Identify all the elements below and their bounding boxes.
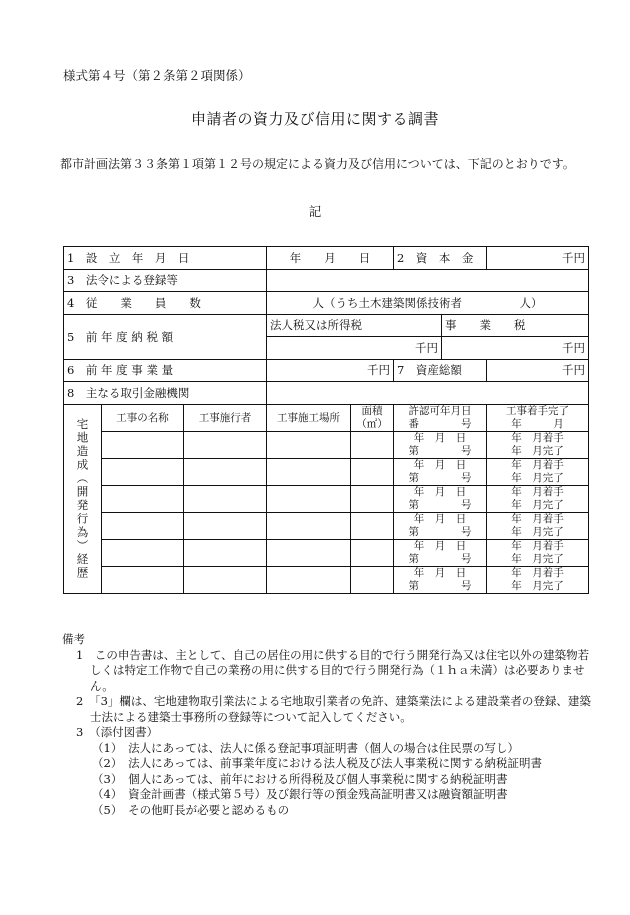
history-area-field[interactable] [351,512,394,539]
attachment-5: （5） その他町長が必要と認めるもの [92,802,290,817]
notes-heading: 備考 [62,632,85,646]
period-end: 年 月完了 [511,525,564,538]
period-end: 年 月完了 [511,444,564,457]
col-header-area-1: 面積 [361,404,383,417]
history-place-field[interactable] [267,539,351,566]
col-header-name: 工事の名称 [102,404,184,431]
history-area-field[interactable] [351,566,394,593]
attachment-1: （1） 法人にあっては、法人に係る登記事項証明書（個人の場合は住民票の写し） [92,740,519,755]
history-area-field[interactable] [351,539,394,566]
period-end: 年 月完了 [511,579,564,592]
row-establishment-label: 1 設 立 年 月 日 [64,247,267,270]
tax-label: 5 前 年 度 納 税 額 [64,314,267,359]
col-header-area-2: （㎡） [356,417,388,430]
ki-label: 記 [308,204,322,219]
registration-field[interactable] [267,269,589,292]
biz-tax-field[interactable]: 千円 [442,337,589,360]
permit-date: 年 月 日 [413,485,467,498]
form-number: 様式第４号（第２条第２項関係） [63,68,251,83]
history-period-field[interactable] [487,485,589,512]
history-place-field[interactable] [267,431,351,458]
history-row [64,431,589,458]
history-name-field[interactable] [102,431,184,458]
history-row [64,539,589,566]
permit-number: 第 号 [408,552,472,565]
bank-field[interactable] [267,382,589,405]
permit-number: 第 号 [408,579,472,592]
history-name-field[interactable] [102,485,184,512]
permit-number: 第 号 [408,444,472,457]
attachment-3: （3） 個人にあっては、前年における所得税及び個人事業税に関する納税証明書 [92,771,508,786]
history-place-field[interactable] [267,512,351,539]
permit-date: 年 月 日 [413,512,467,525]
history-row [64,485,589,512]
attachment-4: （4） 資金計画書（様式第５号）及び銀行等の預金残高証明書又は融資額証明書 [92,787,508,801]
history-period-field[interactable] [487,539,589,566]
corp-tax-label: 法人税又は所得税 [267,314,442,337]
permit-date: 年 月 日 [413,566,467,579]
period-start: 年 月着手 [511,539,564,552]
permit-number: 第 号 [408,498,472,511]
history-place-field[interactable] [267,458,351,485]
history-side-label: 宅地造成（開発行為）経歴 [64,404,102,593]
history-name-field[interactable] [102,458,184,485]
col-header-permit-1: 許認可年月日 [408,404,472,417]
history-contractor-field[interactable] [184,566,267,593]
period-start: 年 月着手 [511,566,564,579]
period-start: 年 月着手 [511,512,564,525]
col-header-permit-2: 番 号 [408,417,472,430]
history-period-field[interactable] [487,512,589,539]
permit-date: 年 月 日 [413,458,467,471]
history-permit-field[interactable] [394,539,487,566]
history-period-field[interactable] [487,431,589,458]
business-volume-field[interactable]: 千円 [267,359,394,382]
history-area-field[interactable] [351,431,394,458]
corp-tax-field[interactable]: 千円 [267,337,442,360]
col-header-permit [394,404,487,431]
permit-date: 年 月 日 [413,431,467,444]
history-permit-field[interactable] [394,512,487,539]
col-header-period-1: 工事着手完了 [506,404,570,417]
bank-label: 8 主なる取引金融機関 [64,382,267,405]
period-start: 年 月着手 [511,431,564,444]
period-start: 年 月着手 [511,458,564,471]
capital-field[interactable]: 千円 [487,247,589,270]
permit-date: 年 月 日 [413,539,467,552]
history-contractor-field[interactable] [184,431,267,458]
col-header-area [351,404,394,431]
form-table [63,246,589,594]
history-place-field[interactable] [267,566,351,593]
col-header-period [487,404,589,431]
history-name-field[interactable] [102,566,184,593]
note-1: 1 この申告書は、主として、自己の居住の用に供する目的で行う開発行為又は住宅以外の建築物若しくは特定工作物で自己の業務の用に供する目的で行う開発行為（１ｈａ未満）は必要ありません。 [76,647,590,693]
history-contractor-field[interactable] [184,485,267,512]
history-row [64,512,589,539]
period-start: 年 月着手 [511,485,564,498]
period-end: 年 月完了 [511,498,564,511]
history-contractor-field[interactable] [184,512,267,539]
registration-label: 3 法令による登録等 [64,269,267,292]
period-end: 年 月完了 [511,552,564,565]
note-3: 3 （添付図書） [76,725,159,739]
attachment-2: （2） 法人にあっては、前事業年度における法人税及び法人事業税に関する納税証明書 [92,756,542,770]
employees-field[interactable]: 人（うち土木建築関係技術者 人） [267,292,589,315]
history-permit-field[interactable] [394,566,487,593]
history-contractor-field[interactable] [184,539,267,566]
history-period-field[interactable] [487,566,589,593]
permit-number: 第 号 [408,525,472,538]
document-title: 申請者の資力及び信用に関する調書 [190,110,439,128]
note-2: 2 「3」欄は、宅地建物取引業法による宅地取引業者の免許、建築業法による建設業者の登録、建築士法による建築士事務所の登録等について記入してください。 [76,694,591,724]
col-header-place: 工事施工場所 [267,404,351,431]
col-header-contractor: 工事施行者 [184,404,267,431]
history-name-field[interactable] [102,512,184,539]
biz-tax-label: 事 業 税 [442,314,589,337]
total-assets-label: 7 資産総額 [394,359,487,382]
history-area-field[interactable] [351,458,394,485]
period-end: 年 月完了 [511,471,564,484]
history-period-field[interactable] [487,458,589,485]
capital-label: 2 資 本 金 [394,247,487,270]
history-name-field[interactable] [102,539,184,566]
history-contractor-field[interactable] [184,458,267,485]
intro-text: 都市計画法第３３条第１項第１２号の規定による資力及び信用については、下記のとおりです。 [60,157,575,171]
total-assets-field[interactable]: 千円 [487,359,589,382]
col-header-period-2: 年 月 [511,417,564,430]
history-permit-field[interactable] [394,431,487,458]
history-area-field[interactable] [351,485,394,512]
permit-number: 第 号 [408,471,472,484]
notes-section [62,632,592,818]
employees-label: 4 従 業 員 数 [64,292,267,315]
history-row [64,458,589,485]
history-permit-field[interactable] [394,458,487,485]
business-volume-label: 6 前 年 度 事 業 量 [64,359,267,382]
establishment-date-field[interactable]: 年 月 日 [267,247,394,270]
history-place-field[interactable] [267,485,351,512]
history-permit-field[interactable] [394,485,487,512]
history-row [64,566,589,593]
